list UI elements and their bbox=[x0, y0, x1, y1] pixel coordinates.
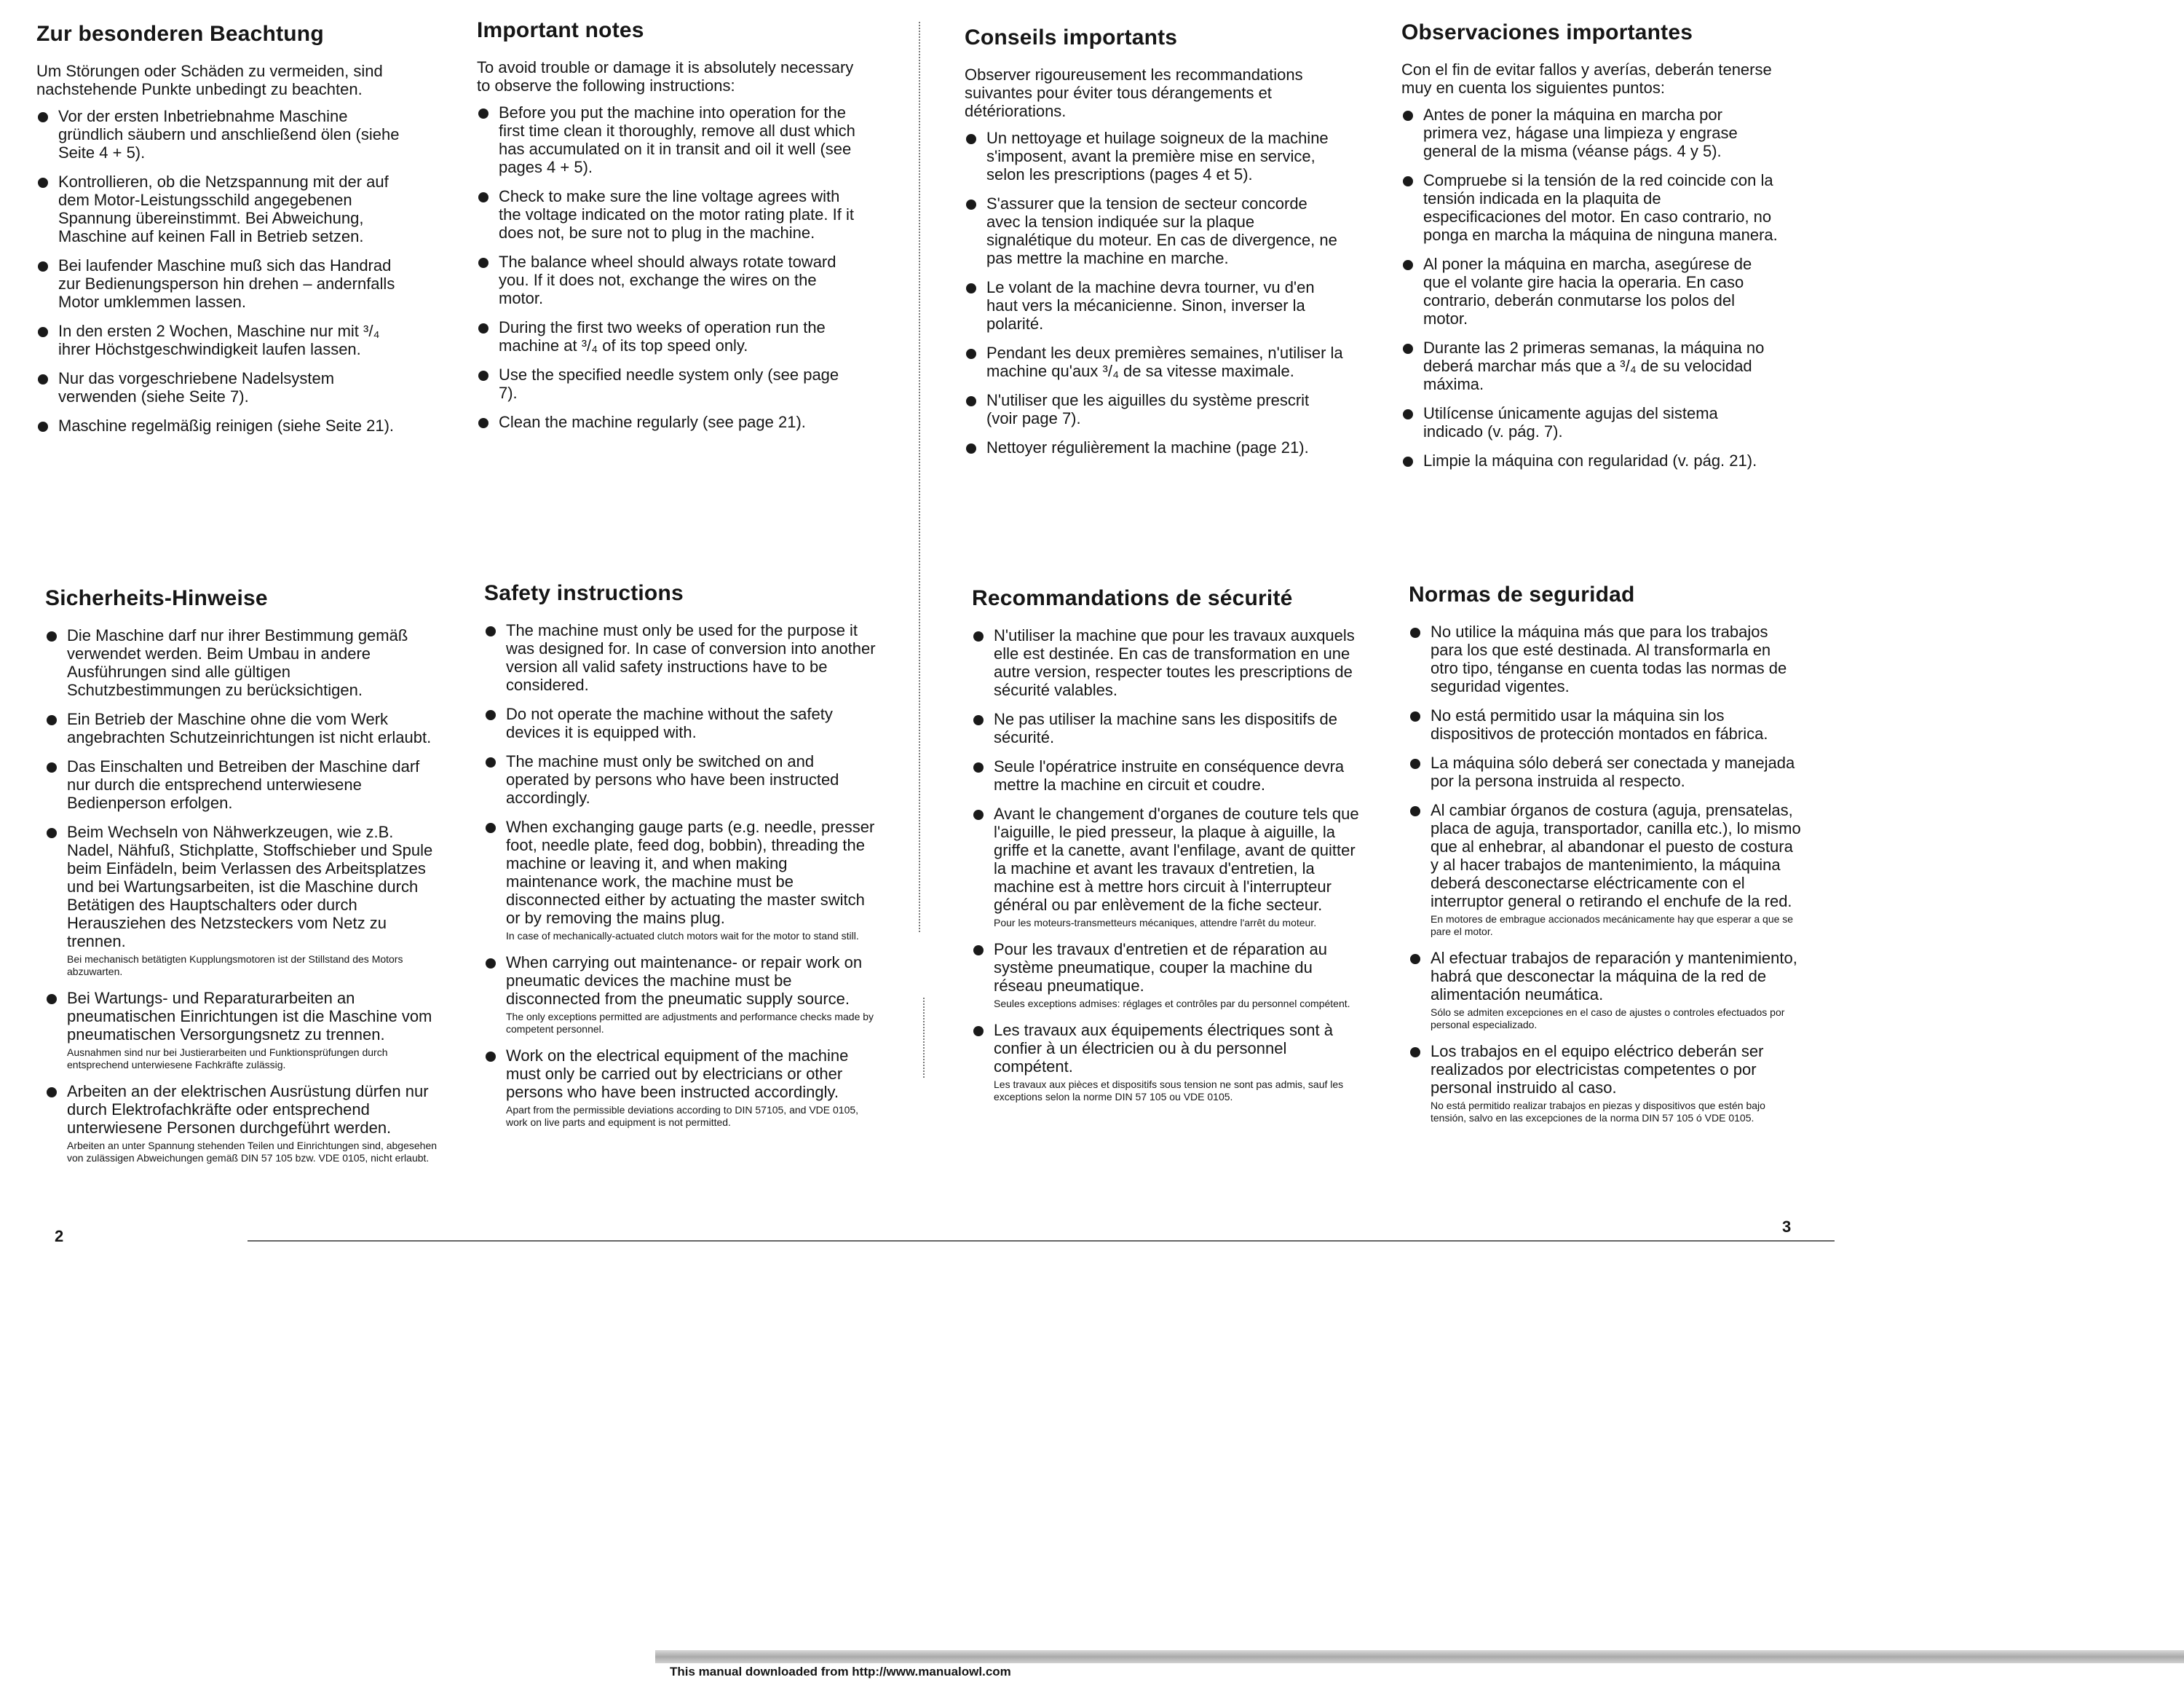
list-item bbox=[484, 705, 877, 741]
list-item bbox=[45, 757, 438, 812]
list-item bbox=[965, 344, 1343, 380]
item-note: Pour les moteurs-transmetteurs mécaniques, attendre l'arrêt du moteur. bbox=[994, 916, 1317, 928]
item-text: Limpie la máquina con regularidad (v. pág. 21). bbox=[1423, 451, 1757, 470]
item-text: Use the specified needle system only (see page 7). bbox=[499, 365, 839, 402]
list-item bbox=[45, 989, 438, 1071]
list-item bbox=[484, 621, 877, 694]
section-intro: To avoid trouble or damage it is absolutely necessary to observe the following instructions: bbox=[477, 58, 854, 95]
list-item bbox=[965, 194, 1343, 267]
item-text: Utilícense únicamente agujas del sistema indicado (v. pág. 7). bbox=[1423, 403, 1718, 441]
section-en-notes bbox=[477, 18, 855, 442]
item-text: The balance wheel should always rotate toward you. If it does not, exchange the wires on the motor. bbox=[499, 252, 836, 307]
item-text: Bei Wartungs- und Reparaturarbeiten an pneumatischen Einrichtungen ist die Maschine vom pneumatischen Versorgungsnetz zu trennen. bbox=[67, 988, 432, 1044]
item-text: When carrying out maintenance- or repair work on pneumatic devices the machine must be disconnected from the pneumatic supply source. bbox=[506, 953, 863, 1008]
item-text: Un nettoyage et huilage soigneux de la machine s'imposent, avant la première mise en service, selon les prescriptions (pages 4 et 5). bbox=[986, 128, 1329, 184]
item-text: Ein Betrieb der Maschine ohne die vom Werk angebrachten Schutzeinrichtungen ist nicht erlaubt. bbox=[67, 709, 432, 746]
section-title: Normas de seguridad bbox=[1409, 583, 1635, 607]
bullet-list bbox=[1409, 623, 1802, 1124]
list-item bbox=[45, 710, 438, 746]
item-text: Durante las 2 primeras semanas, la máquina no deberá marchar más que a ³/₄ de su velocidad máxima. bbox=[1423, 338, 1765, 393]
section-title: Recommandations de sécurité bbox=[972, 586, 1293, 610]
item-text: Pour les travaux d'entretien et de réparation au système pneumatique, couper la machine du réseau pneumatique. bbox=[994, 939, 1327, 995]
list-item bbox=[972, 757, 1365, 794]
section-intro: Um Störungen oder Schäden zu vermeiden, sind nachstehende Punkte unbedingt zu beachten. bbox=[36, 61, 383, 98]
list-item bbox=[477, 253, 855, 307]
list-item bbox=[477, 318, 855, 355]
list-item bbox=[1401, 106, 1780, 160]
center-fold-mark-lower bbox=[923, 998, 925, 1078]
bullet-list bbox=[45, 626, 438, 1164]
section-es-notes bbox=[1401, 20, 1780, 481]
item-text: Antes de poner la máquina en marcha por primera vez, hágase una limpieza y engrase general de la misma (véanse págs. 4 y 5). bbox=[1423, 105, 1738, 160]
item-text: Al cambiar órganos de costura (aguja, prensatelas, placa de aguja, transportador, canilla etc.), lo mismo que al enhebrar, al abandonar el puesto de costura y al hacer trabajos de mantenimiento, la máquina deberá desconectarse eléctricamente con el interruptor general o retirando el enchufe de la red. bbox=[1431, 800, 1801, 910]
item-text: Le volant de la machine devra tourner, vu d'en haut vers la mécanicienne. Sinon, inverser la polarité. bbox=[986, 277, 1315, 333]
list-item bbox=[484, 752, 877, 807]
page-number-left: 2 bbox=[55, 1227, 64, 1245]
item-note: Sólo se admiten excepciones en el caso de ajustes o controles efectuados por personal especializado. bbox=[1431, 1006, 1785, 1030]
list-item bbox=[972, 710, 1365, 746]
section-es-safety bbox=[1409, 583, 1802, 1135]
list-item bbox=[965, 438, 1343, 457]
list-item bbox=[965, 129, 1343, 184]
item-text: Compruebe si la tensión de la red coincide con la tensión indicada en la plaquita de especificaciones del motor. En caso contrario, no ponga en marcha la máquina de ninguna manera. bbox=[1423, 170, 1778, 244]
item-text: Check to make sure the line voltage agrees with the voltage indicated on the motor rating plate. If it does not, be sure not to plug in the machine. bbox=[499, 186, 854, 242]
list-item bbox=[965, 391, 1343, 427]
item-text: Nur das vorgeschriebene Nadelsystem verwenden (siehe Seite 7). bbox=[58, 368, 335, 406]
item-note: In case of mechanically-actuated clutch motors wait for the motor to stand still. bbox=[506, 929, 859, 942]
list-item bbox=[1409, 801, 1802, 938]
item-text: Before you put the machine into operation for the first time clean it thoroughly, remove all dust which has accumulated on it in transit and oil it well (see pages 4 + 5). bbox=[499, 103, 855, 176]
item-text: Al efectuar trabajos de reparación y mantenimiento, habrá que desconectar la máquina de la red de alimentación neumática. bbox=[1431, 948, 1797, 1003]
item-text: The machine must only be switched on and operated by persons who have been instructed accordingly. bbox=[506, 752, 839, 807]
item-text: Ne pas utiliser la machine sans les dispositifs de sécurité. bbox=[994, 709, 1338, 746]
list-item bbox=[477, 366, 855, 402]
item-note: En motores de embrague accionados mecánicamente hay que esperar a que se pare el motor. bbox=[1431, 912, 1794, 937]
item-text: Kontrollieren, ob die Netzspannung mit der auf dem Motor-Leistungsschild angegebenen Spannung übereinstimmt. Bei Abweichung, Maschine auf keinen Fall in Betrieb setzen. bbox=[58, 172, 389, 245]
bullet-list bbox=[484, 621, 877, 1129]
bullet-list bbox=[1401, 106, 1780, 470]
list-item bbox=[36, 322, 415, 358]
list-item bbox=[45, 626, 438, 699]
item-note: Les travaux aux pièces et dispositifs sous tension ne sont pas admis, sauf les exceptions selon la norme DIN 57 105 ou VDE 0105. bbox=[994, 1078, 1344, 1103]
bottom-scan-rule bbox=[248, 1240, 1835, 1242]
item-note: Arbeiten an unter Spannung stehenden Teilen und Einrichtungen sind, abgesehen von zulässigen Abweichungen gemäß DIN 57 105 bzw. VDE 0105, nicht erlaubt. bbox=[67, 1139, 438, 1164]
section-fr-safety bbox=[972, 586, 1365, 1114]
item-text: No utilice la máquina más que para los trabajos para los que esté destinada. Al transformarla en otro tipo, ténganse en cuenta todas las normas de seguridad vigentes. bbox=[1431, 622, 1787, 695]
section-title: Zur besonderen Beachtung bbox=[36, 22, 324, 46]
item-text: Work on the electrical equipment of the machine must only be carried out by electricians or other persons who have been instructed accordingly. bbox=[506, 1046, 849, 1101]
footer-download-note: This manual downloaded from http://www.manualowl.com bbox=[670, 1665, 1011, 1679]
section-title: Important notes bbox=[477, 18, 644, 42]
list-item bbox=[1409, 623, 1802, 695]
list-item bbox=[36, 417, 415, 435]
list-item bbox=[484, 953, 877, 1036]
list-item bbox=[1401, 255, 1780, 328]
item-text: No está permitido usar la máquina sin los dispositivos de protección montados en fábrica. bbox=[1431, 706, 1768, 743]
section-intro: Con el fin de evitar fallos y averías, deberán tenerse muy en cuenta los siguientes puntos: bbox=[1401, 60, 1772, 97]
item-text: Les travaux aux équipements électriques sont à confier à un électricien ou à du personnel compétent. bbox=[994, 1020, 1333, 1076]
list-item bbox=[36, 173, 415, 245]
list-item bbox=[972, 940, 1365, 1010]
item-text: Clean the machine regularly (see page 21). bbox=[499, 412, 806, 431]
list-item bbox=[1409, 949, 1802, 1031]
item-text: Do not operate the machine without the safety devices it is equipped with. bbox=[506, 704, 833, 741]
list-item bbox=[477, 103, 855, 176]
item-text: Los trabajos en el equipo eléctrico deberán ser realizados por electricistas competentes o por personal instruido al caso. bbox=[1431, 1041, 1764, 1097]
list-item bbox=[1401, 339, 1780, 393]
list-item bbox=[484, 1046, 877, 1129]
section-title: Conseils importants bbox=[965, 25, 1178, 50]
section-de-safety bbox=[45, 586, 438, 1175]
item-text: Seule l'opératrice instruite en conséquence devra mettre la machine en circuit et coudre. bbox=[994, 757, 1345, 794]
center-fold-mark bbox=[919, 22, 920, 932]
list-item bbox=[972, 805, 1365, 929]
item-text: Das Einschalten und Betreiben der Maschine darf nur durch die entsprechend unterwiesene Bedienperson erfolgen. bbox=[67, 757, 420, 812]
bullet-list bbox=[477, 103, 855, 431]
list-item bbox=[484, 818, 877, 942]
list-item bbox=[36, 369, 415, 406]
section-intro: Observer rigoureusement les recommandations suivantes pour éviter tous dérangements et détériorations. bbox=[965, 65, 1303, 120]
item-text: N'utiliser que les aiguilles du système prescrit (voir page 7). bbox=[986, 390, 1310, 427]
section-de-notes bbox=[36, 22, 415, 446]
section-title: Observaciones importantes bbox=[1401, 20, 1693, 44]
item-text: Maschine regelmäßig reinigen (siehe Seite 21). bbox=[58, 416, 395, 435]
list-item bbox=[972, 1021, 1365, 1103]
item-note: Apart from the permissible deviations according to DIN 57105, and VDE 0105, work on live parts and equipment is not permitted. bbox=[506, 1103, 859, 1128]
item-text: Die Maschine darf nur ihrer Bestimmung gemäß verwendet werden. Beim Umbau in andere Ausführungen sind alle gültigen Schutzbestimmungen zu berücksichtigen. bbox=[67, 626, 408, 699]
list-item bbox=[1401, 404, 1780, 441]
list-item bbox=[45, 823, 438, 978]
bullet-list bbox=[972, 626, 1365, 1103]
list-item bbox=[1401, 171, 1780, 244]
list-item bbox=[36, 107, 415, 162]
list-item bbox=[45, 1082, 438, 1164]
item-text: The machine must only be used for the purpose it was designed for. In case of conversion into another version all valid safety instructions have to be considered. bbox=[506, 620, 876, 694]
list-item bbox=[1409, 754, 1802, 790]
list-item bbox=[1409, 1042, 1802, 1124]
item-text: S'assurer que la tension de secteur concorde avec la tension indiquée sur la plaque signalétique du moteur. En cas de divergence, ne pas mettre la machine en marche. bbox=[986, 194, 1337, 267]
list-item bbox=[477, 187, 855, 242]
bullet-list bbox=[36, 107, 415, 435]
list-item bbox=[965, 278, 1343, 333]
item-text: Bei laufender Maschine muß sich das Handrad zur Bedienungsperson hin drehen – andernfalls Motor umklemmen lassen. bbox=[58, 256, 395, 311]
item-text: Arbeiten an der elektrischen Ausrüstung dürfen nur durch Elektrofachkräfte oder entsprechend unterwiesene Personen durchgeführt werden. bbox=[67, 1081, 429, 1137]
section-fr-notes bbox=[965, 25, 1343, 468]
item-text: Pendant les deux premières semaines, n'utiliser la machine qu'aux ³/₄ de sa vitesse maximale. bbox=[986, 343, 1343, 380]
item-text: La máquina sólo deberá ser conectada y manejada por la persona instruida al respecto. bbox=[1431, 753, 1795, 790]
list-item bbox=[1409, 706, 1802, 743]
item-note: No está permitido realizar trabajos en piezas y dispositivos que estén bajo tensión, salvo en las excepciones de la norma DIN 57 105 ó VDE 0105. bbox=[1431, 1099, 1765, 1124]
item-note: Bei mechanisch betätigten Kupplungsmotoren ist der Stillstand des Motors abzuwarten. bbox=[67, 953, 403, 977]
list-item bbox=[477, 413, 855, 431]
list-item bbox=[972, 626, 1365, 699]
item-text: During the first two weeks of operation run the machine at ³/₄ of its top speed only. bbox=[499, 318, 826, 355]
item-text: When exchanging gauge parts (e.g. needle, presser foot, needle plate, feed dog, bobbin), threading the machine or leaving it, and when making maintenance work, the machine must be disconnected either by actuating the master switch or by removing the mains plug. bbox=[506, 817, 875, 927]
item-note: The only exceptions permitted are adjustments and performance checks made by competent personnel. bbox=[506, 1010, 874, 1035]
page-number-right: 3 bbox=[1782, 1218, 1792, 1236]
list-item bbox=[36, 256, 415, 311]
item-text: Vor der ersten Inbetriebnahme Maschine gründlich säubern und anschließend ölen (siehe Seite 4 + 5). bbox=[58, 106, 400, 162]
section-title: Sicherheits-Hinweise bbox=[45, 586, 268, 610]
bottom-scan-shade bbox=[655, 1650, 2184, 1663]
bullet-list bbox=[965, 129, 1343, 457]
list-item bbox=[1401, 451, 1780, 470]
section-en-safety bbox=[484, 581, 877, 1140]
item-note: Ausnahmen sind nur bei Justierarbeiten und Funktionsprüfungen durch entsprechend unterwiesene Fachkräfte zulässig. bbox=[67, 1046, 388, 1070]
item-text: In den ersten 2 Wochen, Maschine nur mit ³/₄ ihrer Höchstgeschwindigkeit laufen lassen. bbox=[58, 321, 380, 358]
item-text: Nettoyer régulièrement la machine (page 21). bbox=[986, 438, 1309, 457]
item-text: N'utiliser la machine que pour les travaux auxquels elle est destinée. En cas de transformation en une autre version, respecter toutes les prescriptions de sécurité valables. bbox=[994, 626, 1355, 699]
item-text: Avant le changement d'organes de couture tels que l'aiguille, le pied presseur, la plaque à aiguille, la griffe et la canette, avant l'enfilage, avant de quitter la machine et avant les travaux d'entretien, la machine est à mettre hors circuit à l'interrupteur général ou par enlèvement de la fiche secteur. bbox=[994, 804, 1359, 914]
section-title: Safety instructions bbox=[484, 581, 684, 605]
item-text: Beim Wechseln von Nähwerkzeugen, wie z.B. Nadel, Nähfuß, Stichplatte, Stoffschieber und Spule beim Einfädeln, beim Verlassen des Arbeitsplatzes und bei Wartungsarbeiten, ist die Maschine durch Betätigen des Hauptschalters oder durch Herausziehen des Netzsteckers vom Netz zu trennen. bbox=[67, 822, 433, 950]
item-note: Seules exceptions admises: réglages et contrôles par du personnel compétent. bbox=[994, 997, 1350, 1009]
item-text: Al poner la máquina en marcha, asegúrese de que el volante gire hacia la operaria. En caso contrario, deberán conmutarse los polos del motor. bbox=[1423, 254, 1752, 328]
